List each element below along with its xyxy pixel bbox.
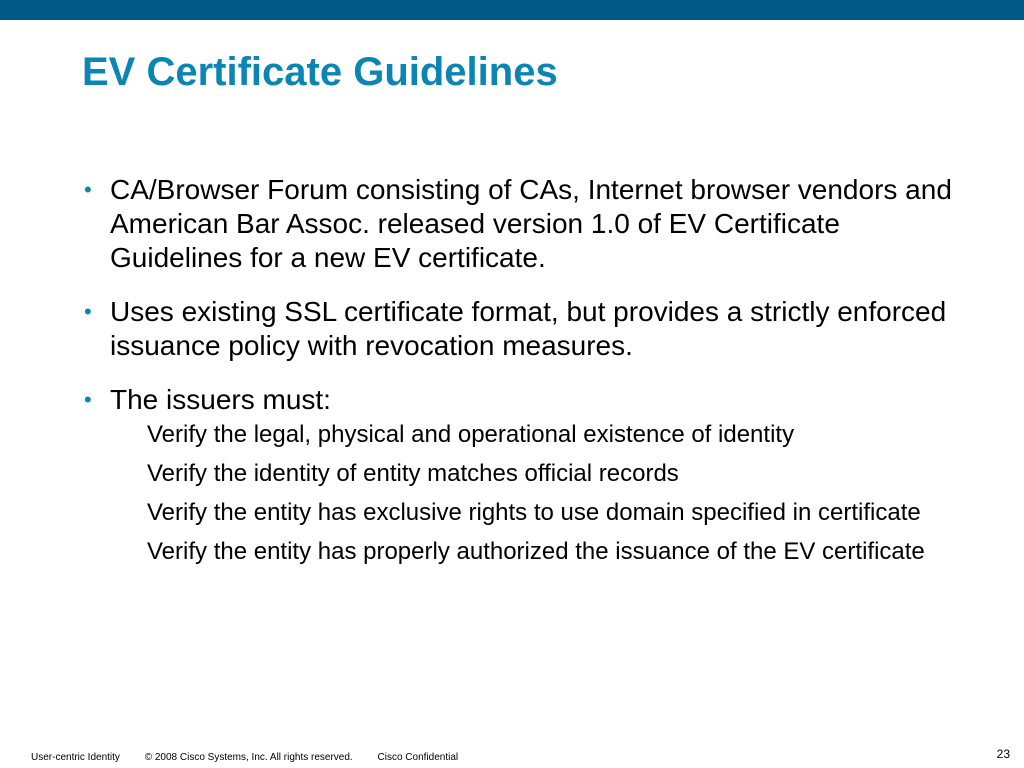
sub-bullet-item: Verify the identity of entity matches official records <box>147 460 679 487</box>
sub-bullet-item: Verify the entity has exclusive rights to use domain specified in certificate <box>147 499 921 526</box>
footer-confidential: Cisco Confidential <box>377 752 459 763</box>
bullet-item <box>82 173 962 275</box>
bullet-marker: • <box>84 387 92 412</box>
top-bar <box>0 0 1024 20</box>
footer-copyright: © 2008 Cisco Systems, Inc. All rights reserved. <box>144 752 353 763</box>
sub-bullet-list <box>110 420 962 567</box>
sub-bullet-item: Verify the entity has properly authorized the issuance of the EV certificate <box>147 538 925 565</box>
bullet-text: CA/Browser Forum consisting of CAs, Internet browser vendors and American Bar Assoc. released version 1.0 of EV Certificate Guidelines for a new EV certificate. <box>110 174 952 273</box>
footer-topic: User-centric Identity <box>31 752 120 763</box>
bullet-text: Uses existing SSL certificate format, but provides a strictly enforced issuance policy with revocation measures. <box>110 296 947 361</box>
slide-title: EV Certificate Guidelines <box>82 50 558 94</box>
sub-bullet-item: Verify the legal, physical and operational existence of identity <box>147 421 795 448</box>
footer <box>31 751 480 765</box>
bullet-item <box>82 295 962 363</box>
bullet-item <box>82 383 962 567</box>
bullet-marker: • <box>84 177 92 202</box>
bullet-list <box>82 173 962 587</box>
page-number: 23 <box>996 747 1010 761</box>
bullet-text: The issuers must: <box>110 384 331 415</box>
bullet-marker: • <box>84 299 92 324</box>
